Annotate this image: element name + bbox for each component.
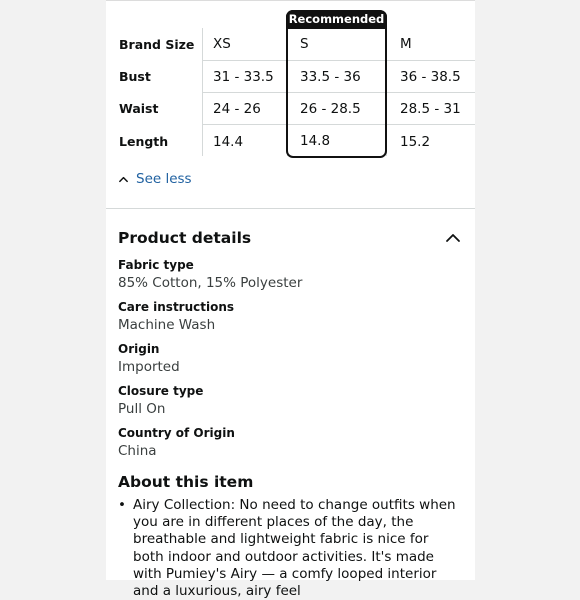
detail-label: Care instructions [118, 300, 235, 314]
size-header-s: S [300, 36, 309, 52]
detail-value: 85% Cotton, 15% Polyester [118, 275, 303, 291]
detail-fabric-type [118, 257, 302, 292]
detail-label: Country of Origin [118, 426, 235, 440]
size-chart-table [106, 0, 475, 160]
section-divider [106, 208, 475, 209]
about-bullet-text: Airy Collection: No need to change outfits when you are in different places of the day, the breathable and lightweight fabric is nice for both indoor and outdoor activities. It's made with Pumiey's Airy — a comfy looped interior and a luxurious, airy feel [133, 497, 456, 600]
detail-country-of-origin [118, 425, 235, 460]
waist-m-value: 28.5 - 31 [400, 101, 461, 117]
waist-xs-value: 24 - 26 [213, 101, 261, 117]
collapse-chevron-button[interactable] [443, 228, 463, 248]
detail-care-instructions [118, 299, 234, 334]
length-s-value: 14.8 [300, 133, 331, 149]
about-this-item-title: About this item [118, 473, 254, 491]
length-m-value: 15.2 [400, 134, 431, 150]
see-less-label: See less [136, 171, 192, 187]
bust-label: Bust [119, 69, 151, 84]
product-details-header[interactable] [118, 228, 463, 248]
detail-origin [118, 341, 180, 376]
size-header-m: M [400, 36, 412, 52]
bust-s-value: 33.5 - 36 [300, 69, 361, 85]
size-header-xs: XS [213, 36, 231, 52]
product-details-title: Product details [118, 229, 252, 247]
product-detail-card [106, 0, 475, 600]
detail-label: Closure type [118, 384, 204, 398]
length-label: Length [119, 134, 169, 149]
chevron-up-icon [445, 230, 461, 246]
waist-s-value: 26 - 28.5 [300, 101, 361, 117]
waist-label: Waist [119, 101, 159, 116]
detail-label: Origin [118, 342, 160, 356]
detail-value: Pull On [118, 401, 166, 417]
length-xs-value: 14.4 [213, 134, 244, 150]
detail-closure-type [118, 383, 203, 418]
bullet-dot-icon: • [118, 497, 126, 513]
detail-label: Fabric type [118, 258, 194, 272]
bust-xs-value: 31 - 33.5 [213, 69, 274, 85]
detail-value: Machine Wash [118, 317, 216, 333]
detail-value: China [118, 443, 157, 459]
detail-value: Imported [118, 359, 180, 375]
bust-m-value: 36 - 38.5 [400, 69, 461, 85]
brand-size-label: Brand Size [119, 37, 195, 52]
recommended-badge: Recommended [286, 10, 387, 29]
top-border [106, 0, 475, 1]
about-bullet [118, 497, 463, 600]
chevron-up-icon [118, 174, 129, 185]
see-less-link[interactable] [118, 171, 192, 187]
